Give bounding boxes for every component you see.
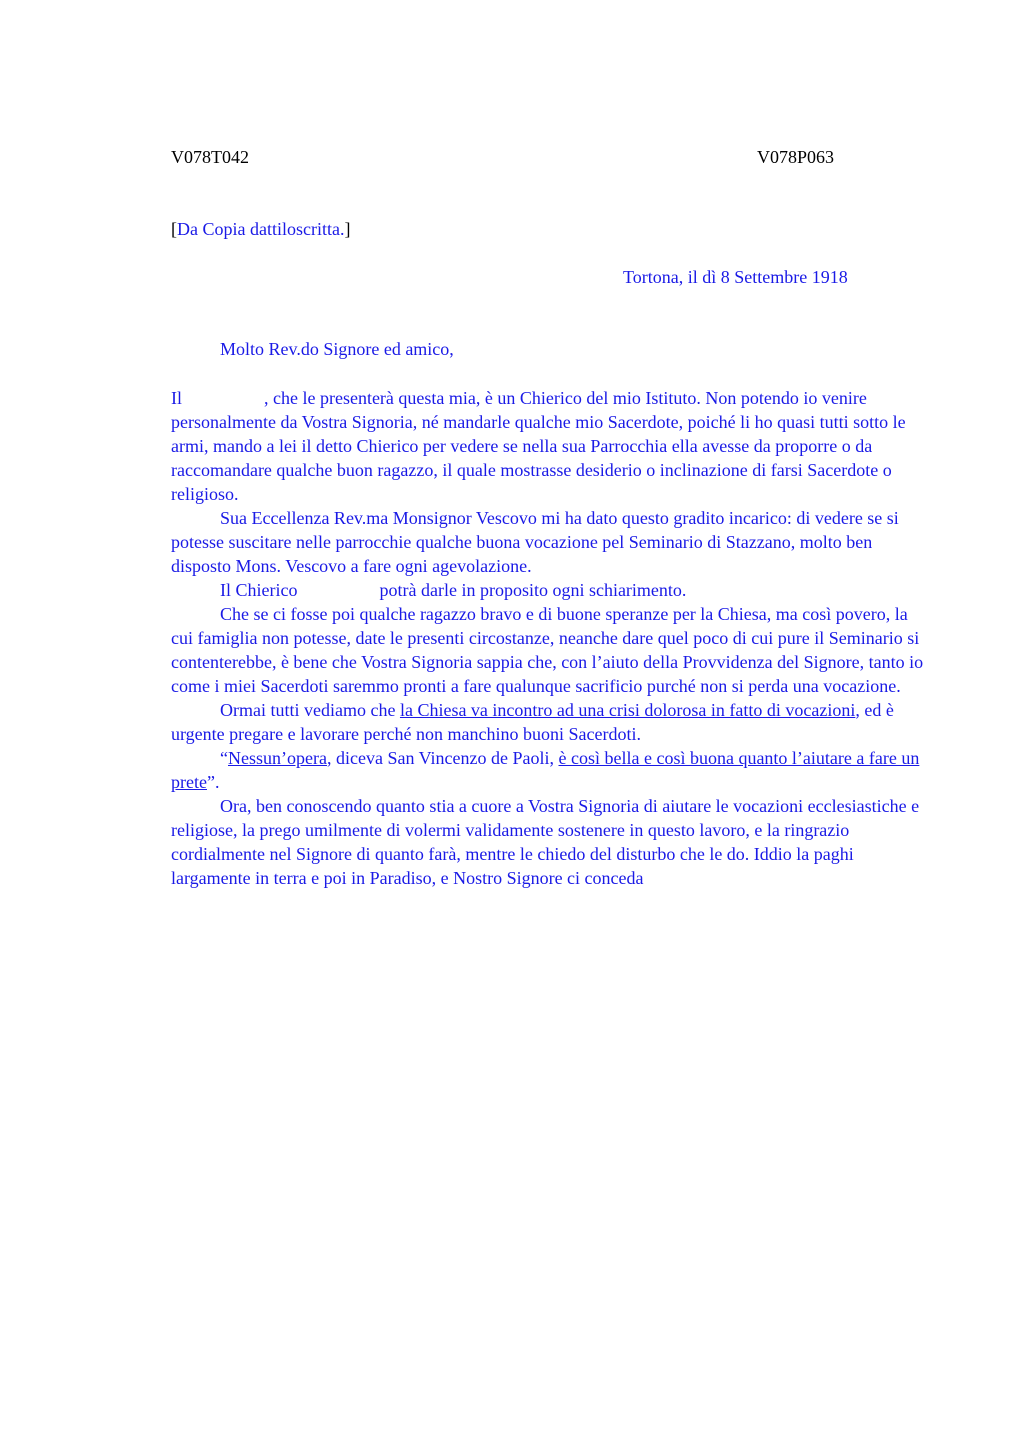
- paragraph-6-quote: [171, 746, 931, 794]
- source-note-open-bracket: [: [171, 219, 177, 239]
- dateline: Tortona, il dì 8 Settembre 1918: [623, 267, 848, 287]
- document-code-right: V078P063: [757, 147, 835, 167]
- paragraph-3-rest: potrà darle in proposito ogni schiarimento.: [379, 580, 687, 600]
- paragraph-5-underlined: la Chiesa va incontro ad una crisi dolorosa in fatto di vocazioni: [399, 700, 856, 720]
- source-note: [171, 219, 350, 240]
- paragraph-5-rest: , ed è urgente pregare e lavorare perché non manchino buoni Sacerdoti.: [171, 700, 894, 744]
- document-code-left: V078T042: [171, 147, 249, 167]
- paragraph-3: [171, 578, 931, 602]
- open-quote: “: [220, 748, 228, 768]
- quote-underlined-2: è così bella e così buona quanto l’aiutare a fare un prete: [171, 748, 920, 792]
- paragraph-1: [171, 386, 931, 506]
- close-quote: ”.: [206, 772, 220, 792]
- quote-underlined-1: Nessun’opera: [228, 748, 327, 768]
- source-note-close-bracket: ]: [344, 219, 351, 239]
- paragraph-7: Ora, ben conoscendo quanto stia a cuore a Vostra Signoria di aiutare le vocazioni ecclesiastiche e religiose, la prego umilmente di volermi validamente sostenere in questo lavoro, e la ringrazio cordialmente nel Signore di quanto farà, mentre le chiedo del disturbo che le do. Iddio la paghi largamente in terra e poi in Paradiso, e Nostro Signore ci conceda: [171, 796, 920, 888]
- quote-attribution: , diceva San Vincenzo de Paoli,: [326, 748, 559, 768]
- letter-body: [171, 386, 931, 890]
- paragraph-1-start: Il: [171, 388, 182, 408]
- paragraph-2: Sua Eccellenza Rev.ma Monsignor Vescovo mi ha dato questo gradito incarico: di vedere se si potesse suscitare nelle parrocchie qualche buona vocazione pel Seminario di Stazzano, molto ben disposto Mons. Vescovo a fare ogni agevolazione.: [171, 508, 899, 576]
- paragraph-4: Che se ci fosse poi qualche ragazzo bravo e di buone speranze per la Chiesa, ma così povero, la cui famiglia non potesse, date le presenti circostanze, neanche dare quel poco di cui pure il Seminario si contenterebbe, è bene che Vostra Signoria sappia che, con l’aiuto della Provvidenza del Signore, tanto io come i miei Sacerdoti saremmo pronti a fare qualunque sacrificio purché non si perda una vocazione.: [171, 604, 924, 696]
- source-note-text: Da Copia dattiloscritta.: [177, 219, 345, 239]
- paragraph-5: [171, 698, 931, 746]
- paragraph-5-start: Ormai tutti vediamo che: [220, 700, 400, 720]
- paragraph-3-start: Il Chierico: [220, 580, 298, 600]
- salutation: Molto Rev.do Signore ed amico,: [220, 339, 454, 359]
- paragraph-1-rest: , che le presenterà questa mia, è un Chierico del mio Istituto. Non potendo io venire personalmente da Vostra Signoria, né mandarle qualche mio Sacerdote, poiché li ho quasi tutti sotto le armi, mando a lei il detto Chierico per vedere se nella sua Parrocchia ella avesse da proporre o da raccomandare qualche buon ragazzo, il quale mostrasse desiderio o inclinazione di farsi Sacerdote o religioso.: [171, 388, 906, 504]
